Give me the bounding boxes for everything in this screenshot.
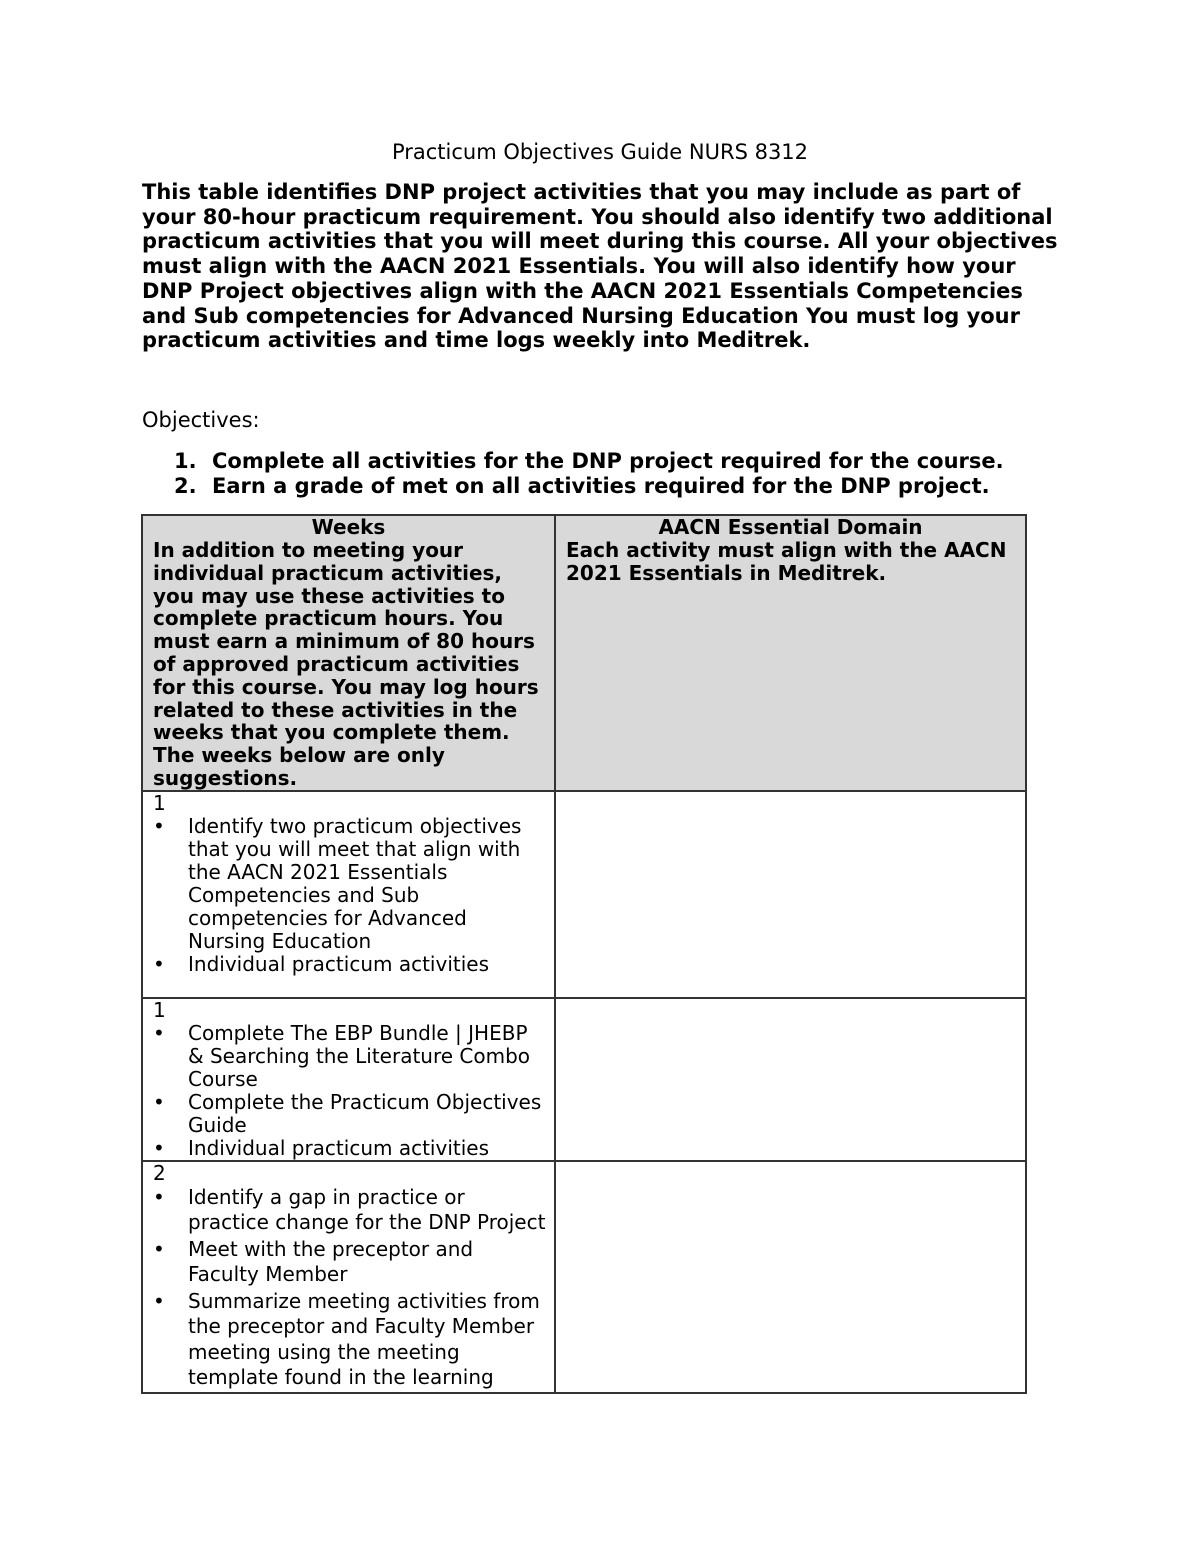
practicum-activities-table	[141, 514, 1027, 1394]
activity-list	[153, 1022, 548, 1160]
bullet-icon: •	[153, 1020, 165, 1045]
objective-item	[142, 474, 1004, 499]
week-cell	[142, 998, 555, 1161]
page-title: Practicum Objectives Guide NURS 8312	[391, 140, 809, 164]
weeks-column-description: In addition to meeting your individual practicum activities, you may use these activities to complete practicum hours. You must earn a minimum of 80 hours of approved practicum activities for this course. You may log hours related to these activities in the weeks that you complete them. The weeks below are only suggestions.	[153, 538, 539, 790]
intro-paragraph: This table identifies DNP project activities that you may include as part of your 80-hour practicum requirement. You should also identify two additional practicum activities that you will meet during this course. All your objectives must align with the AACN 2021 Essentials. You will also identify how your DNP Project objectives align with the AACN 2021 Essentials Competencies and Sub competencies for Advanced Nursing Education You must log your practicum activities and time logs weekly into Meditrek.	[142, 180, 1058, 353]
bullet-icon: •	[153, 951, 165, 976]
bullet-icon: •	[153, 1135, 165, 1160]
aacn-column-description: Each activity must align with the AACN 2021 Essentials in Meditrek.	[566, 538, 1007, 585]
activity-item: • Individual practicum activities	[153, 1135, 490, 1160]
bullet-icon: •	[153, 1184, 165, 1209]
bullet-icon: •	[153, 1089, 165, 1114]
objectives-list	[142, 449, 1004, 498]
objective-number: 2.	[174, 473, 197, 498]
week-number: 1	[153, 997, 166, 1022]
activity-item: • Identify two practicum objectives that you will meet that align with the AACN 2021 Essentials Competencies and Sub competencies for Advanced Nursing Education	[153, 813, 522, 953]
activity-item: • Individual practicum activities	[153, 951, 490, 976]
activity-item: • Complete the Practicum Objectives Guide	[153, 1089, 542, 1137]
table-row	[142, 998, 1026, 1161]
aacn-domain-cell[interactable]	[555, 998, 1026, 1161]
activity-item: • Summarize meeting activities from the preceptor and Faculty Member meeting using the meeting template found in the learning	[153, 1288, 540, 1390]
aacn-domain-cell[interactable]	[555, 1161, 1026, 1393]
table-header-row	[142, 515, 1026, 791]
header-cell-aacn-domain	[555, 515, 1026, 791]
activity-item: • Identify a gap in practice or practice change for the DNP Project	[153, 1184, 546, 1235]
objective-item	[142, 449, 1004, 474]
week-number: 1	[153, 790, 166, 815]
activity-list	[153, 1185, 548, 1391]
objective-number: 1.	[174, 449, 197, 473]
activity-item: • Complete The EBP Bundle | JHEBP & Searching the Literature Combo Course	[153, 1020, 531, 1091]
bullet-icon: •	[153, 1288, 165, 1313]
activity-list	[153, 815, 548, 976]
objective-text: Earn a grade of met on all activities required for the DNP project.	[212, 473, 990, 498]
objectives-heading: Objectives:	[142, 408, 260, 432]
aacn-domain-cell[interactable]	[555, 791, 1026, 998]
objective-text: Complete all activities for the DNP project required for the course.	[212, 449, 1004, 473]
week-cell	[142, 1161, 555, 1393]
week-cell	[142, 791, 555, 998]
weeks-column-title: Weeks	[311, 515, 386, 539]
week-number: 2	[153, 1160, 166, 1185]
bullet-icon: •	[153, 813, 165, 838]
header-cell-weeks	[142, 515, 555, 791]
table-row	[142, 1161, 1026, 1393]
activity-item: • Meet with the preceptor and Faculty Member	[153, 1236, 474, 1287]
bullet-icon: •	[153, 1236, 165, 1261]
table-row	[142, 791, 1026, 998]
aacn-column-title: AACN Essential Domain	[658, 515, 923, 539]
